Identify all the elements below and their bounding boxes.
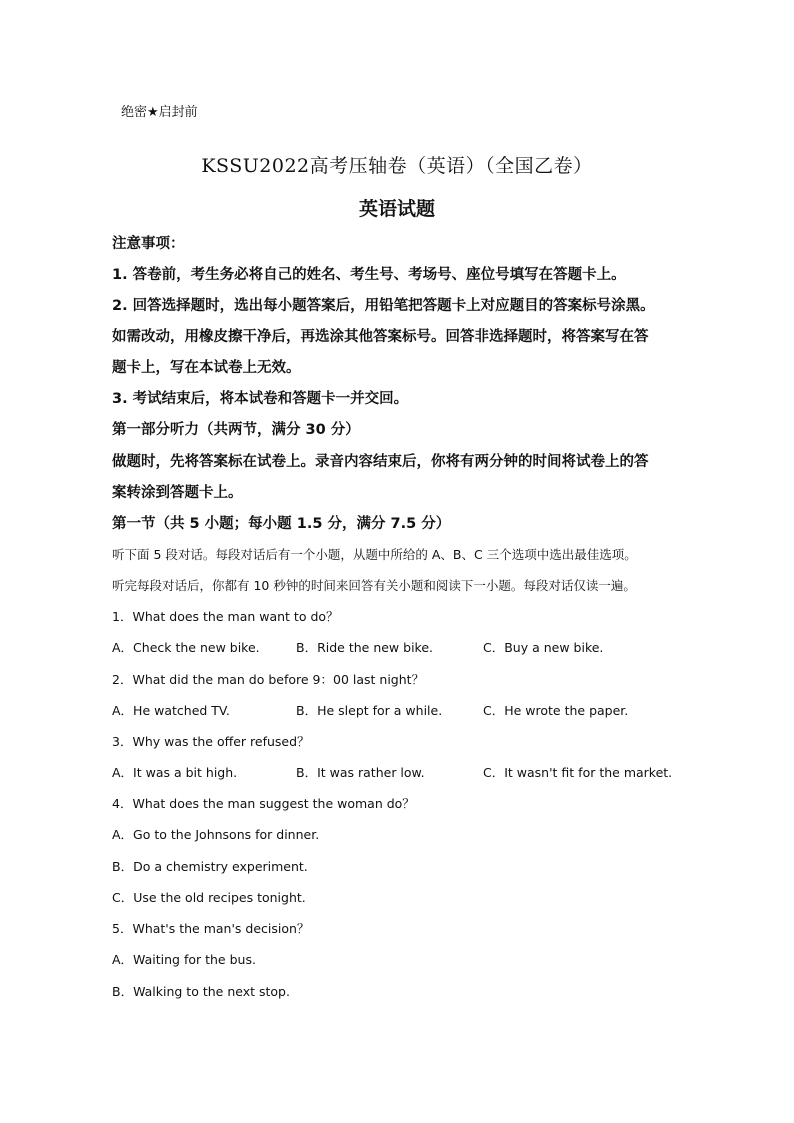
question-3: 3．Why was the offer refused？ bbox=[112, 734, 310, 749]
question-3-option-a: A．It was a bit high. bbox=[112, 765, 238, 780]
section1-instructions-line-1: 听下面 5 段对话。每段对话后有一个小题，从题中所给的 A、B、C 三个选项中选出最佳选项。 bbox=[112, 547, 637, 562]
notes-heading: 注意事项： bbox=[112, 236, 185, 252]
question-1-option-a: A．Check the new bike. bbox=[112, 640, 260, 655]
question-4-option-b: B．Do a chemistry experiment. bbox=[112, 859, 308, 874]
question-1-option-c: C．Buy a new bike. bbox=[483, 640, 604, 655]
part1-heading: 第一部分听力（共两节，满分 30 分） bbox=[112, 422, 360, 438]
question-5: 5．What's the man's decision？ bbox=[112, 921, 310, 936]
question-2-option-b: B．He slept for a while. bbox=[296, 703, 443, 718]
section1-heading: 第一节（共 5 小题；每小题 1.5 分，满分 7.5 分） bbox=[112, 516, 451, 532]
question-2-option-a: A．He watched TV. bbox=[112, 703, 230, 718]
notes-item-2-line-3: 题卡上，写在本试卷上无效。 bbox=[112, 360, 301, 376]
question-4-option-a: A．Go to the Johnsons for dinner. bbox=[112, 827, 320, 842]
exam-title: KSSU2022高考压轴卷（英语）（全国乙卷） bbox=[201, 155, 593, 177]
question-2-option-c: C．He wrote the paper. bbox=[483, 703, 629, 718]
notes-item-1: 1. 答卷前，考生务必将自己的姓名、考生号、考场号、座位号填写在答题卡上。 bbox=[112, 267, 626, 283]
question-1: 1．What does the man want to do？ bbox=[112, 609, 339, 624]
question-5-option-b: B．Walking to the next stop. bbox=[112, 984, 290, 999]
confidential-label: 绝密★启封前 bbox=[121, 105, 198, 120]
part1-intro-line-2: 案转涂到答题卡上。 bbox=[112, 485, 243, 501]
section1-instructions-line-2: 听完每段对话后，你都有 10 秒钟的时间来回答有关小题和阅读下一小题。每段对话仅读一遍。 bbox=[112, 578, 636, 593]
notes-item-2-line-2: 如需改动，用橡皮擦干净后，再选涂其他答案标号。回答非选择题时，将答案写在答 bbox=[112, 329, 649, 345]
question-3-option-b: B．It was rather low. bbox=[296, 765, 425, 780]
question-3-option-c: C．It wasn't fit for the market. bbox=[483, 765, 673, 780]
notes-item-2-line-1: 2. 回答选择题时，选出每小题答案后，用铅笔把答题卡上对应题目的答案标号涂黑。 bbox=[112, 298, 655, 314]
exam-subtitle: 英语试题 bbox=[358, 198, 435, 220]
part1-intro-line-1: 做题时，先将答案标在试卷上。录音内容结束后，你将有两分钟的时间将试卷上的答 bbox=[112, 454, 649, 470]
question-5-option-a: A．Waiting for the bus. bbox=[112, 952, 256, 967]
question-4-option-c: C．Use the old recipes tonight. bbox=[112, 890, 306, 905]
question-2: 2．What did the man do before 9：00 last night？ bbox=[112, 672, 425, 687]
notes-item-3: 3. 考试结束后，将本试卷和答题卡一并交回。 bbox=[112, 391, 409, 407]
question-4: 4．What does the man suggest the woman do？ bbox=[112, 796, 415, 811]
question-1-option-b: B．Ride the new bike. bbox=[296, 640, 433, 655]
